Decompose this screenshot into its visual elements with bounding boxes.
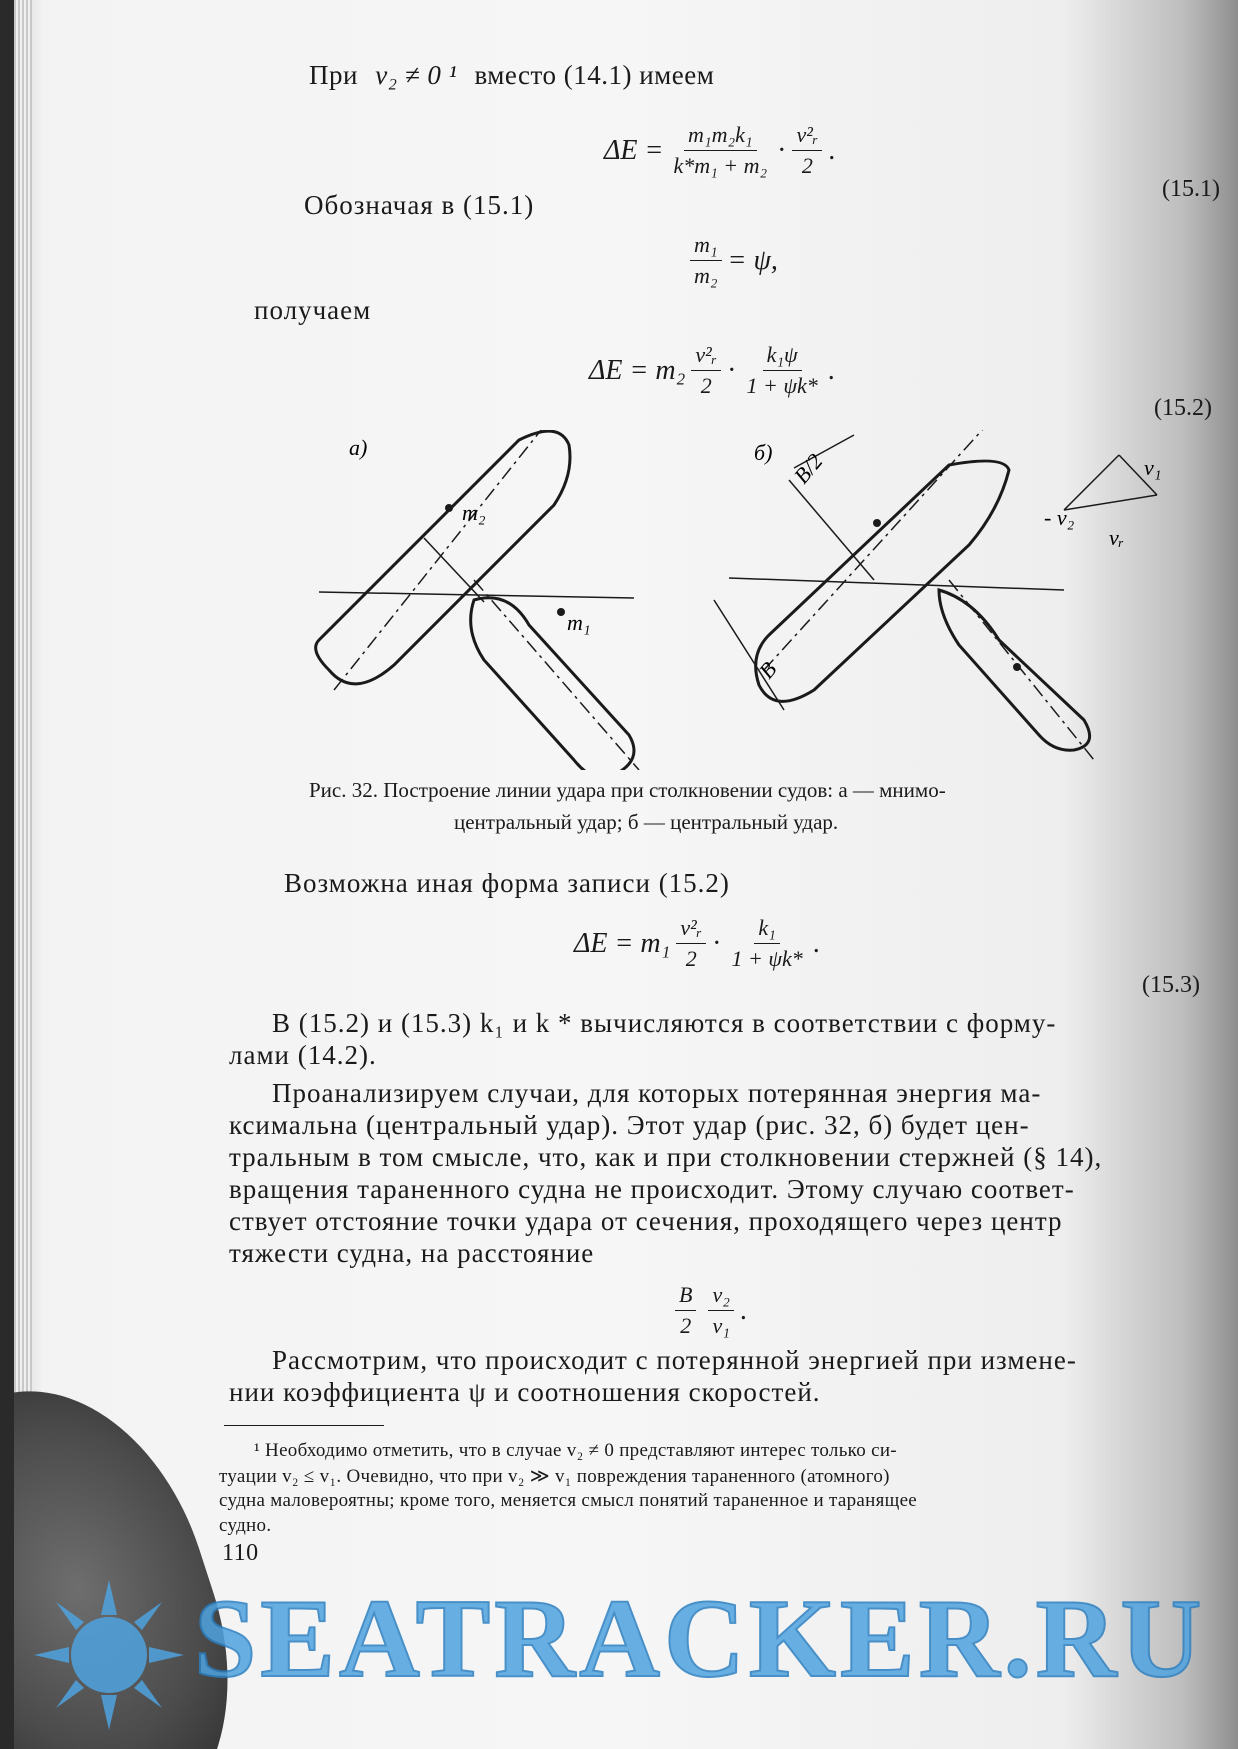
eq-numerator: v²ᵣ	[676, 915, 706, 944]
equation-15-3	[574, 915, 820, 972]
book-page	[14, 0, 1238, 1749]
eq-numerator: k₁ψ	[763, 342, 802, 371]
vr-vector	[1064, 495, 1157, 510]
cg-b-upper-dot	[873, 519, 881, 527]
eq-numerator: m₁	[690, 232, 722, 261]
ship-m1-hull	[471, 598, 634, 770]
footnote-divider	[224, 1425, 384, 1426]
eq-end: .	[827, 354, 835, 386]
section-line-b	[789, 480, 874, 580]
page-number: 110	[222, 1540, 259, 1566]
eq-fraction	[690, 232, 722, 289]
eq-dot: ·	[727, 354, 737, 386]
equation-number: (15.2)	[1154, 395, 1212, 421]
eq-denominator: 1 + ψk*	[731, 946, 803, 971]
paragraph-line: Рассмотрим, что происходит с потерянной энергией при измене-	[272, 1345, 1077, 1375]
eq-lhs: ΔE = m₁	[574, 927, 671, 959]
v1-label: v₁	[1144, 455, 1162, 480]
eq-numerator: k₁	[754, 915, 779, 944]
footnote-line: ¹ Необходимо отметить, что в случае v₂ ≠ 0 представляют интерес только си-	[254, 1440, 897, 1461]
figure-caption-line: центральный удар; б — центральный удар.	[454, 810, 839, 834]
psi-definition	[684, 232, 778, 289]
paragraph-line: В (15.2) и (15.3) k₁ и k * вычисляются в соответствии с форму-	[272, 1008, 1057, 1038]
eq-numerator: v²ᵣ	[691, 342, 721, 371]
intro-text: При	[309, 60, 358, 90]
eq-fraction	[743, 342, 822, 399]
paragraph-line: тральным в том смысле, что, как и при столкновении стержней (§ 14),	[229, 1142, 1103, 1172]
footnote-line: туации v₂ ≤ v₁. Очевидно, что при v₂ ≫ v₁ повреждения тараненного (атомного)	[219, 1466, 890, 1487]
b-half-label: B/2	[788, 448, 828, 489]
impact-line-b	[729, 578, 1064, 590]
eq-dot: ·	[777, 134, 787, 166]
eq-fraction	[728, 915, 807, 972]
watermark-text: SEATRACKER.RU	[194, 1577, 1206, 1701]
cg-m1-dot	[557, 608, 565, 616]
equation-15-1	[604, 122, 835, 179]
eq-numerator: B	[675, 1282, 696, 1311]
figure-label-a: а)	[349, 435, 368, 460]
figure-32	[14, 430, 1238, 770]
alt-form-text: Возможна иная форма записи (15.2)	[284, 868, 730, 898]
equation-number: (15.1)	[1162, 176, 1220, 202]
footnote-line: судна маловероятны; кроме того, меняется смысл понятий тараненное и таранящее	[219, 1490, 918, 1511]
figure-label-b: б)	[754, 440, 773, 465]
eq-denominator: 2	[801, 153, 813, 178]
eq-fraction	[675, 1282, 696, 1339]
b-dimension-line	[714, 600, 784, 710]
eq-end: .	[739, 1294, 747, 1326]
paragraph-line: вращения тараненного судна не происходит. Этому случаю соответ-	[229, 1174, 1075, 1204]
eq-numerator: m₁m₂k₁	[684, 122, 757, 151]
eq-denominator: 2	[685, 946, 697, 971]
ship-b-upper-hull	[753, 461, 1009, 701]
equation-number: (15.3)	[1142, 972, 1200, 998]
intro-condition: v₂ ≠ 0 ¹	[375, 60, 458, 90]
eq-numerator: v₂	[708, 1282, 733, 1311]
paragraph-line: тяжести судна, на расстояние	[229, 1238, 595, 1268]
cg-b-lower-dot	[1013, 663, 1021, 671]
eq-dot: ·	[712, 927, 722, 959]
eq-fraction	[792, 122, 822, 179]
cg-m2-dot	[445, 504, 453, 512]
paragraph-line: лами (14.2).	[229, 1040, 377, 1070]
distance-formula	[669, 1282, 747, 1339]
paragraph-line: ствует отстояние точки удара от сечения, проходящего через центр	[229, 1206, 1063, 1236]
footnote-line: судно.	[219, 1515, 272, 1536]
eq-denominator: 2	[700, 373, 712, 398]
paragraph-line: ксимальна (центральный удар). Этот удар (рис. 32, б) будет цен-	[229, 1110, 1030, 1140]
eq-denominator: m₂	[694, 263, 718, 288]
intro-line	[309, 60, 714, 91]
centerline-m2	[334, 430, 569, 690]
eq-fraction	[669, 122, 771, 179]
equation-15-2	[589, 342, 835, 399]
intro-text-post: вместо (14.1) имеем	[474, 60, 715, 90]
centerline-b-lower	[949, 580, 1094, 760]
eq-end: .	[812, 927, 820, 959]
paragraph-line: Проанализируем случаи, для которых потерянная энергия ма-	[272, 1078, 1042, 1108]
eq-lhs: ΔE = m₂	[589, 354, 686, 386]
eq-fraction	[676, 915, 706, 972]
watermark-sun-icon	[34, 1580, 184, 1730]
vr-label: vᵣ	[1109, 525, 1125, 550]
section-line-a	[424, 538, 484, 602]
m2-label: m₂	[462, 500, 486, 525]
denote-text: Обозначая в (15.1)	[304, 190, 535, 220]
eq-lhs: ΔE =	[604, 134, 664, 166]
eq-numerator: v²ᵣ	[792, 122, 822, 151]
eq-denominator: v₁	[712, 1313, 730, 1338]
b-label: B	[753, 656, 782, 684]
figure-caption-line: Рис. 32. Построение линии удара при столкновении судов: а — мнимо-	[309, 778, 946, 802]
eq-fraction	[691, 342, 721, 399]
neg-v2-label: - v₂	[1044, 505, 1075, 530]
eq-denominator: 2	[680, 1313, 692, 1338]
obtain-text: получаем	[254, 295, 372, 325]
eq-denominator: k*m₁ + m₂	[673, 153, 768, 178]
m1-label: m₁	[567, 610, 591, 635]
paragraph-line: нии коэффициента ψ и соотношения скоростей.	[229, 1377, 821, 1407]
ship-b-lower-hull	[939, 590, 1090, 750]
eq-rhs: = ψ,	[727, 244, 778, 276]
eq-denominator: 1 + ψk*	[746, 373, 818, 398]
eq-fraction	[708, 1282, 733, 1339]
eq-end: .	[828, 134, 836, 166]
